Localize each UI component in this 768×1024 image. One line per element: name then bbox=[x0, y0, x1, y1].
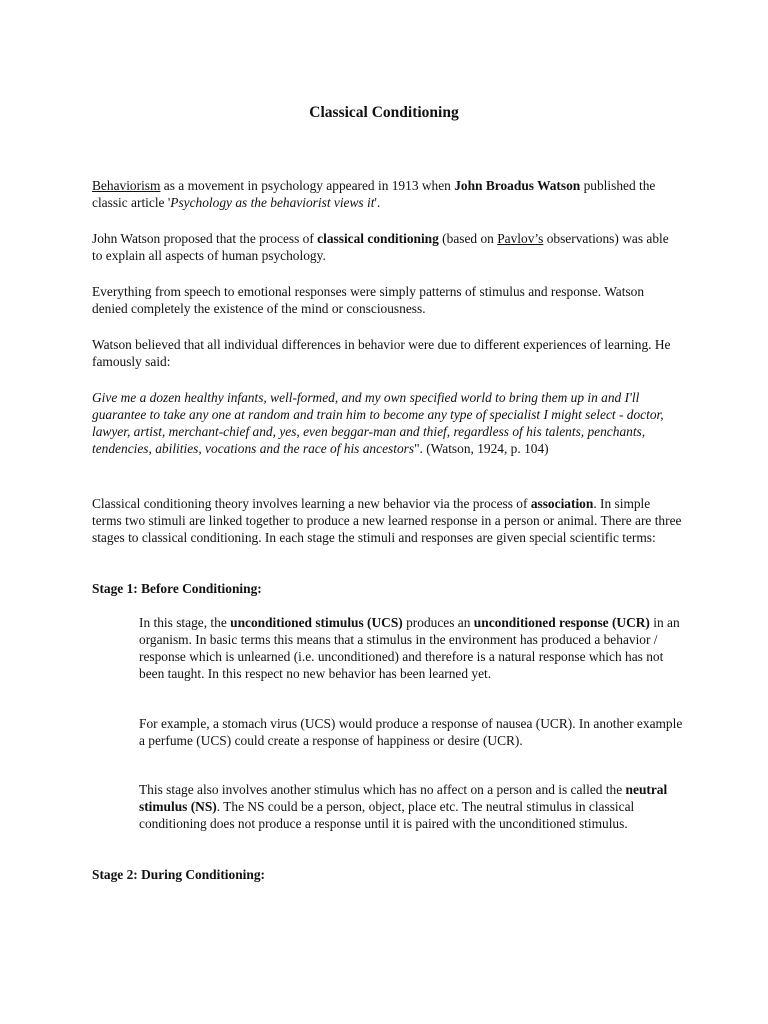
article-title: Psychology as the behaviorist views it bbox=[170, 195, 375, 210]
intro-text-3: '. bbox=[374, 195, 381, 210]
stage1-p3-text-2: . The NS could be a person, object, place etc. The neutral stimulus in classical conditioning does not produce a response until it is paired with the unconditioned stimulus. bbox=[139, 799, 635, 831]
stage1-text-1: In this stage, the bbox=[139, 615, 231, 630]
pavlov-link[interactable]: Pavlov’s bbox=[497, 231, 544, 246]
stimulus-paragraph: Everything from speech to emotional responses were simply patterns of stimulus and response. Watson denied completely the existence of the mind or consciousness. bbox=[92, 284, 645, 316]
watson-text-2: (based on bbox=[438, 231, 498, 246]
stage1-paragraph-3 bbox=[139, 781, 684, 832]
ucr-term: unconditioned response (UCR) bbox=[473, 615, 650, 630]
stage2-heading: Stage 2: During Conditioning: bbox=[92, 867, 265, 882]
behaviorism-link[interactable]: Behaviorism bbox=[92, 178, 161, 193]
watson-quote bbox=[92, 389, 682, 457]
quote-text: Give me a dozen healthy infants, well-formed, and my own specified world to bring them up in and I'll guarantee to take any one at random and train him to become any type of specialist I might select - doctor, lawyer, artist, merchant-chief and, yes, even beggar-man and thief, regardless of his talents, penchants, tendencies, abilities, vocations and the race of his ancestors bbox=[92, 390, 664, 456]
classical-conditioning-term: classical conditioning bbox=[317, 231, 439, 246]
stage1-paragraph-1 bbox=[139, 614, 684, 682]
intro-paragraph bbox=[92, 177, 682, 211]
differences-paragraph: Watson believed that all individual differences in behavior were due to different experiences of learning. He famously said: bbox=[92, 337, 671, 369]
stage1-text-2: produces an bbox=[402, 615, 474, 630]
stage1-text-3: in an organism. In basic terms this means that a stimulus in the environment has produced a behavior / response which is unlearned (i.e. unconditioned) and therefore is a natural response which has not been taught. In this respect no new behavior has been learned yet. bbox=[139, 615, 680, 681]
theory-paragraph bbox=[92, 495, 682, 546]
association-term: association bbox=[530, 496, 594, 511]
theory-text-2: . In simple terms two stimuli are linked together to produce a new learned response in a person or animal. There are three stages to classical conditioning. In each stage the stimuli and responses are given special scientific terms: bbox=[92, 496, 682, 545]
neutral-stimulus-term: neutral stimulus (NS) bbox=[139, 782, 668, 814]
document-title: Classical Conditioning bbox=[309, 104, 459, 121]
watson-text-3: observations) was able to explain all aspects of human psychology. bbox=[92, 231, 669, 263]
watson-paragraph bbox=[92, 230, 682, 264]
stage1-heading: Stage 1: Before Conditioning: bbox=[92, 581, 262, 596]
quote-citation: ". (Watson, 1924, p. 104) bbox=[414, 441, 549, 456]
stage1-paragraph-2: For example, a stomach virus (UCS) would produce a response of nausea (UCR). In another example a perfume (UCS) could create a response of happiness or desire (UCR). bbox=[139, 716, 683, 748]
theory-text-1: Classical conditioning theory involves learning a new behavior via the process of bbox=[92, 496, 531, 511]
watson-name: John Broadus Watson bbox=[454, 178, 581, 193]
intro-text-2: published the classic article ' bbox=[92, 178, 656, 210]
ucs-term: unconditioned stimulus (UCS) bbox=[230, 615, 403, 630]
watson-text-1: John Watson proposed that the process of bbox=[92, 231, 318, 246]
intro-text-1: as a movement in psychology appeared in 1913 when bbox=[160, 178, 455, 193]
stage1-p3-text-1: This stage also involves another stimulus which has no affect on a person and is called the bbox=[139, 782, 626, 797]
